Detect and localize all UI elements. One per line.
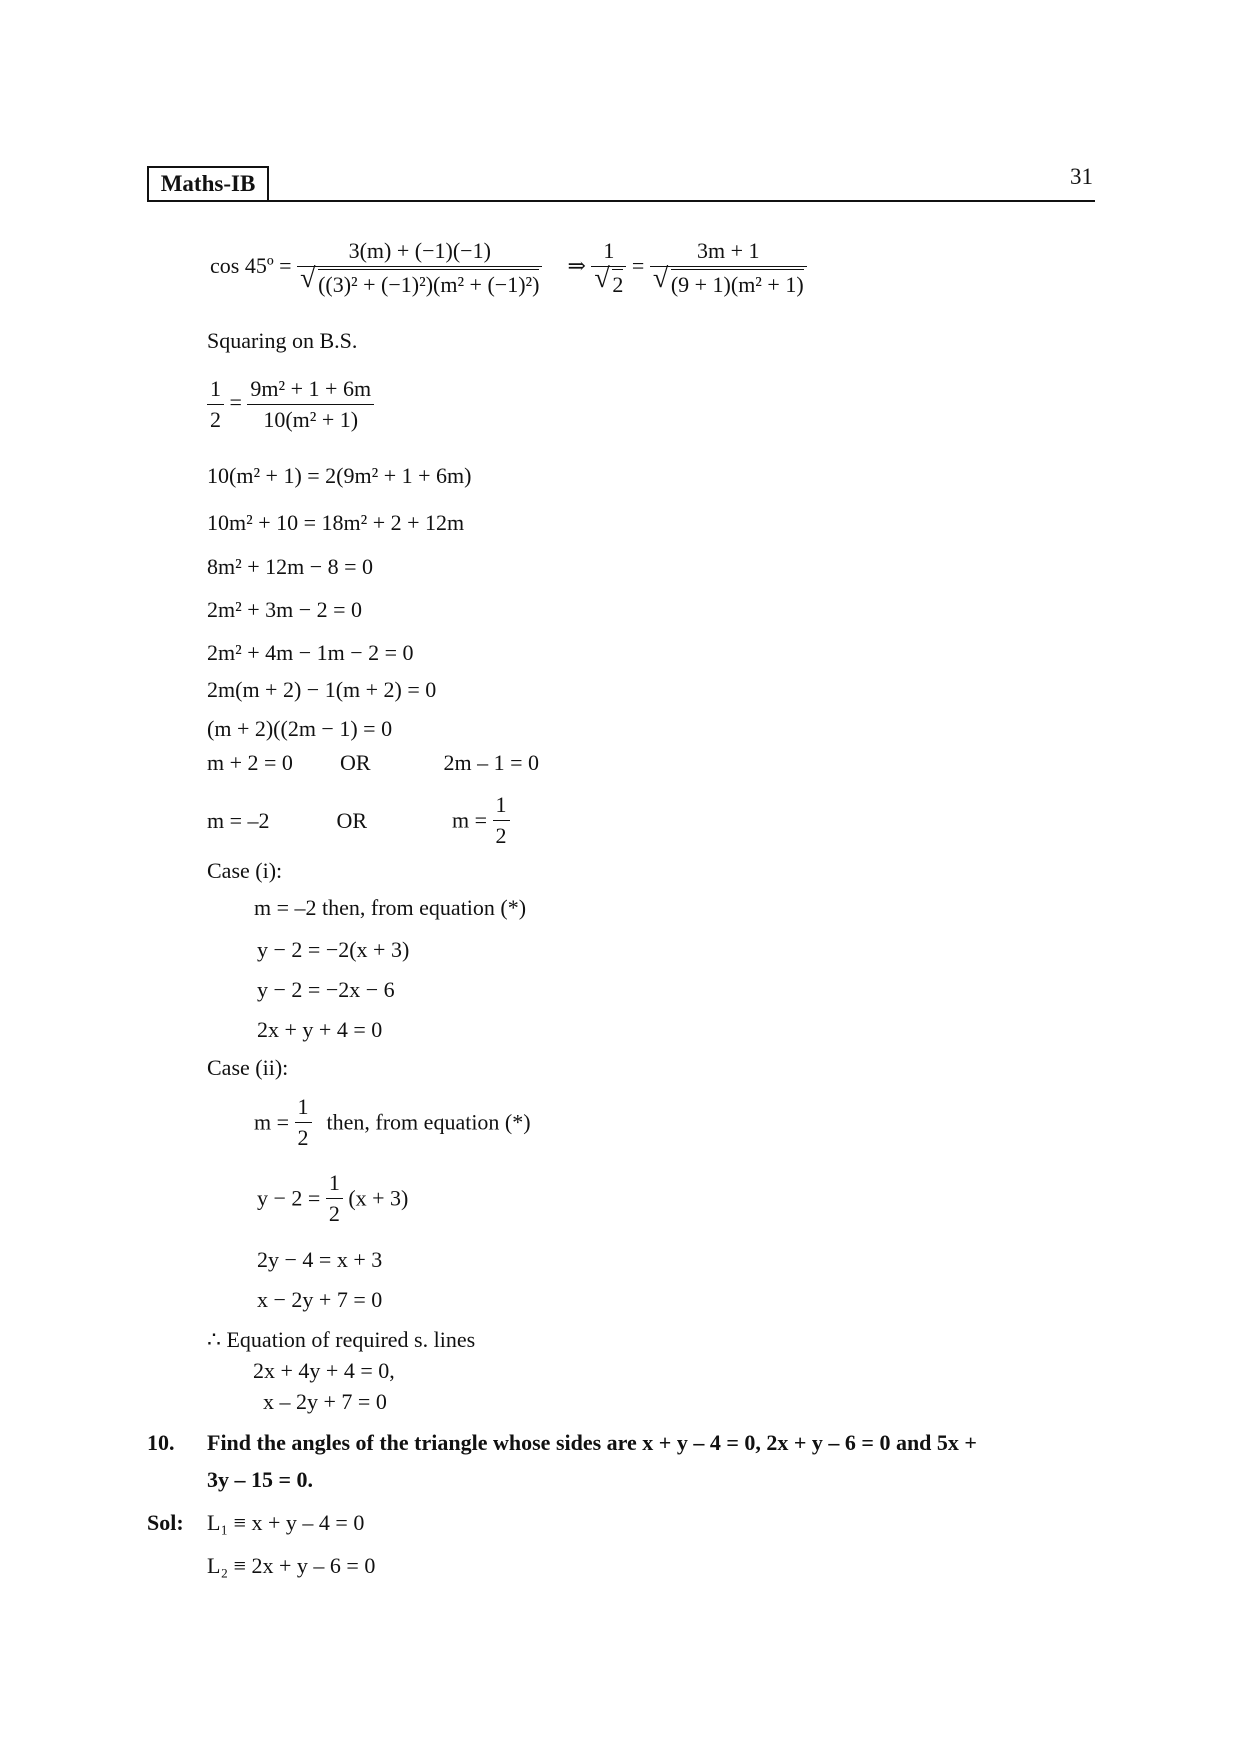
conclusion-eq1: 2x + 4y + 4 = 0,	[253, 1358, 395, 1383]
case1-step: 2x + y + 4 = 0	[257, 1017, 383, 1042]
question-line2: 3y – 15 = 0.	[207, 1467, 314, 1492]
m-lhs: m =	[254, 1109, 290, 1135]
root-right: 2m – 1 = 0	[443, 750, 540, 775]
cos-equation	[210, 238, 807, 298]
cos-denominator: ((3)² + (−1)²)(m² + (−1)²)	[318, 269, 539, 298]
fraction-denominator: 2	[210, 407, 221, 432]
cos-fraction	[297, 238, 542, 298]
conclusion-text: ∴ Equation of required s. lines	[207, 1327, 476, 1352]
step-line: 2m² + 3m − 2 = 0	[207, 597, 363, 622]
fraction-denominator: 2	[612, 269, 623, 298]
root-value-right: m =	[452, 807, 488, 833]
cos-numerator: 3(m) + (−1)(−1)	[297, 238, 542, 267]
root-left: m + 2 = 0	[207, 750, 293, 775]
m-rest: then, from equation (*)	[326, 1109, 531, 1135]
fraction-numerator: 3m + 1	[650, 238, 807, 267]
or-text: OR	[339, 750, 371, 775]
slope-fraction	[650, 238, 807, 298]
case1-line: m = –2 then, from equation (*)	[254, 895, 527, 920]
step-line: 2m(m + 2) − 1(m + 2) = 0	[207, 677, 437, 702]
step-line: 2m² + 4m − 1m − 2 = 0	[207, 640, 414, 665]
root-two-radical	[594, 269, 623, 298]
half-fraction	[326, 1170, 343, 1227]
case1-title: Case (i):	[207, 858, 283, 883]
fraction-numerator: 1	[493, 792, 510, 821]
fraction-numerator: 1	[295, 1094, 312, 1123]
fraction-denominator: 2	[328, 1201, 340, 1226]
case1-step: y − 2 = −2(x + 3)	[257, 937, 410, 962]
step-line: (m + 2)((2m − 1) = 0	[207, 716, 393, 741]
squaring-text: Squaring on B.S.	[207, 328, 358, 353]
cos-radical	[300, 269, 539, 298]
case2-step: x − 2y + 7 = 0	[257, 1287, 383, 1312]
fraction-numerator: 9m² + 1 + 6m	[247, 376, 374, 405]
fraction-denominator: 2	[495, 823, 507, 848]
case2-y-line	[257, 1170, 408, 1227]
step-line: 10(m² + 1) = 2(9m² + 1 + 6m)	[207, 463, 472, 488]
roots-values-line	[207, 792, 510, 849]
y-lhs: y − 2 =	[257, 1185, 321, 1211]
fraction-denominator: (9 + 1)(m² + 1)	[671, 269, 804, 298]
y-rest: (x + 3)	[348, 1185, 409, 1211]
squared-equation	[207, 376, 374, 433]
page-number: 31	[1070, 164, 1093, 189]
fraction-numerator: 1	[207, 376, 224, 405]
fraction-denominator: 2	[297, 1125, 309, 1150]
equals-sign: =	[631, 253, 645, 279]
case1-step: y − 2 = −2x − 6	[257, 977, 395, 1002]
half-fraction	[295, 1094, 312, 1151]
equals-sign: =	[229, 389, 242, 415]
header-rule	[147, 200, 1095, 202]
fraction-numerator: 1	[326, 1170, 343, 1199]
step-line: 8m² + 12m − 8 = 0	[207, 554, 374, 579]
slope-radical	[653, 269, 804, 298]
half-fraction	[207, 376, 224, 433]
implies-symbol: ⇒	[567, 253, 586, 279]
fraction-numerator: 1	[591, 238, 626, 267]
subject-header: Maths-IB	[147, 166, 269, 202]
line-l1: L₁ ≡ x + y – 4 = 0	[207, 1510, 365, 1535]
case2-title: Case (ii):	[207, 1055, 289, 1080]
conclusion-eq2: x – 2y + 7 = 0	[263, 1389, 387, 1414]
root-value-left: m = –2	[207, 807, 270, 833]
one-over-root-two	[591, 238, 626, 298]
solution-label: Sol:	[147, 1510, 184, 1535]
step-line: 10m² + 10 = 18m² + 2 + 12m	[207, 510, 465, 535]
question-line1: Find the angles of the triangle whose sides are x + y – 4 = 0, 2x + y – 6 = 0 and 5x +	[207, 1430, 977, 1455]
roots-line	[207, 750, 539, 776]
cos-lhs: cos 45º =	[210, 253, 292, 279]
question-number: 10.	[147, 1430, 175, 1455]
squared-fraction	[247, 376, 374, 433]
case2-m-line	[254, 1094, 531, 1151]
half-fraction	[493, 792, 510, 849]
line-l2: L₂ ≡ 2x + y – 6 = 0	[207, 1553, 376, 1578]
or-text: OR	[336, 807, 368, 833]
fraction-denominator: 10(m² + 1)	[263, 407, 359, 432]
case2-step: 2y − 4 = x + 3	[257, 1247, 383, 1272]
